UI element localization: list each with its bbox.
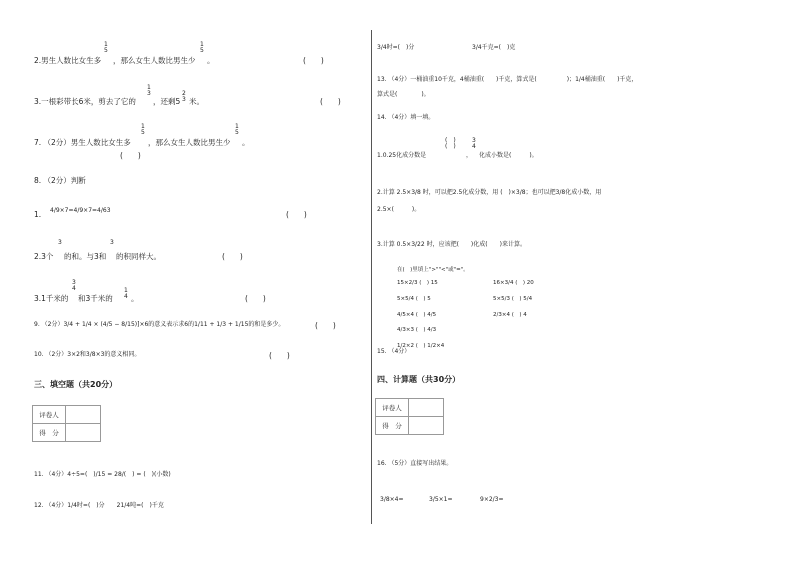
score-points-label: 得 分 [33, 424, 66, 442]
q8-1-num: 1. [34, 210, 42, 219]
q2-text: 2.男生人数比女生多 [34, 56, 102, 65]
section-4-title: 四、计算题（共30分） [377, 375, 461, 384]
score-points-label: 得 分 [376, 417, 409, 435]
score-points-cell[interactable] [409, 417, 444, 435]
q8-title: 8. （2分）判断 [34, 176, 86, 185]
q16-title: 16. （5分）直接写出结果。 [377, 460, 453, 467]
q9-paren: ( ) [315, 321, 336, 330]
q13-line2: 算式是( )。 [377, 91, 430, 98]
q8-2-frac-a: 3 [58, 239, 62, 246]
q2-paren: ( ) [303, 56, 324, 65]
q15-row1-a: 15×2/3 ( ) 15 [397, 280, 438, 286]
q3-frac-b: 2 3 [182, 90, 186, 103]
q7-mid: ，那么女生人数比男生少 [148, 138, 231, 147]
q15-row4-a: 4/3×3 ( ) 4/3 [397, 327, 437, 333]
q14-1-text: 1.0.25化成分数是 [377, 152, 427, 159]
q7-frac-a: 1 5 [141, 123, 145, 136]
q16-item-1: 3/8×4= [380, 496, 404, 503]
q14-1-frac-b: 3 4 [472, 137, 476, 150]
q3-paren: ( ) [320, 97, 341, 106]
column-divider [371, 30, 372, 524]
q8-2-frac-b: 3 [110, 239, 114, 246]
q15-row5-a: 1/2×2 ( ) 1/2×4 [397, 343, 445, 349]
q15-row3-a: 4/5×4 ( ) 4/5 [397, 312, 437, 318]
q10-text: 10. （2分）3×2和3/8×3的意义相同。 [34, 351, 141, 358]
q8-1-paren: ( ) [286, 210, 307, 219]
q14-1-end: 化成小数是( )。 [479, 152, 538, 159]
q16-item-3: 9×2/3= [480, 496, 504, 503]
q13-line1: 13. （4分）一桶油重10千克，4桶油重( )千克，算式是( )；1/4桶油重( )千克， [377, 76, 638, 83]
q8-2-text: 2.3个 [34, 252, 54, 261]
score-reviewer-label: 评卷人 [376, 399, 409, 417]
section-3-title: 三、填空题（共20分） [34, 380, 118, 389]
q3-frac-a: 1 3 [147, 84, 151, 97]
q14-1-mid: ， [466, 152, 473, 159]
q12-text: 12. （4分）1/4时=( )分 21/4吨=( )千克 [34, 502, 164, 509]
q15-row2-b: 5×5/3 ( ) 5/4 [493, 296, 533, 302]
q2-mid: ，那么女生人数比男生少 [113, 56, 196, 65]
q8-2-mid: 的和。与3和 [64, 252, 107, 261]
q3-end: 米。 [189, 97, 204, 106]
q2-end: 。 [207, 56, 215, 65]
q7-text: 7. （2分）男生人数比女生多 [34, 138, 131, 147]
q8-3-paren: ( ) [245, 294, 266, 303]
q14-1-frac-a: ( ) ( ) [445, 137, 456, 150]
q8-3-end: 。 [131, 294, 139, 303]
q16-item-2: 3/5×1= [429, 496, 453, 503]
q10-paren: ( ) [269, 351, 290, 360]
q8-1-expr: 4/9×7=4/9×7=4/63 [50, 207, 111, 214]
q8-3-frac-b: 1 4 [124, 287, 128, 300]
q8-3-mid: 和3千米的 [78, 294, 113, 303]
q8-3-text: 3.1千米的 [34, 294, 69, 303]
q15-title: 在( )里填上">""<"或"="。 [397, 267, 469, 273]
q8-2-paren: ( ) [222, 252, 243, 261]
q14-2-line2: 2.5×( )。 [377, 206, 421, 213]
q14-3-text: 3.计算 0.5×3/22 时，应该把( )化成( )来计算。 [377, 241, 526, 248]
q2-frac-a: 1 5 [104, 41, 108, 54]
score-table-left [32, 405, 101, 442]
q14-2-line1: 2.计算 2.5×3/8 时，可以把2.5化成分数，用 ( )×3/8；也可以把3/8化成小数，用 [377, 189, 602, 196]
q8-2-end: 的积同样大。 [116, 252, 161, 261]
q2-frac-b: 1 5 [200, 41, 204, 54]
score-table-right [375, 398, 444, 435]
q15-row2-a: 5×5/4 ( ) 5 [397, 296, 431, 302]
q3-mid: ，还剩5 [153, 97, 181, 106]
top-line-a: 3/4时=( )分 [377, 44, 415, 51]
q7-paren: ( ) [120, 151, 141, 160]
score-points-cell[interactable] [66, 424, 101, 442]
q14-title: 14. （4分）填一填。 [377, 114, 435, 121]
score-reviewer-label: 评卷人 [33, 406, 66, 424]
score-reviewer-cell[interactable] [66, 406, 101, 424]
q7-end: 。 [242, 138, 250, 147]
q3-text: 3.一根彩带长6米，剪去了它的 [34, 97, 136, 106]
q15-row1-b: 16×3/4 ( ) 20 [493, 280, 534, 286]
q9-text: 9. （2分）3/4 + 1/4 × (4/5 − 8/15)]×6的意义表示求6的1/11 + 1/3 + 1/15的和是多少。 [34, 321, 285, 328]
q15-row3-b: 2/3×4 ( ) 4 [493, 312, 527, 318]
q8-3-frac-a: 3 4 [72, 279, 76, 292]
top-line-b: 3/4千克=( )克 [472, 44, 516, 51]
score-reviewer-cell[interactable] [409, 399, 444, 417]
q15-label: 15. （4分） [377, 348, 411, 355]
q7-frac-b: 1 5 [235, 123, 239, 136]
q11-text: 11. （4分）4÷5=( )/15 = 28/( ) = ( )(小数) [34, 471, 171, 478]
